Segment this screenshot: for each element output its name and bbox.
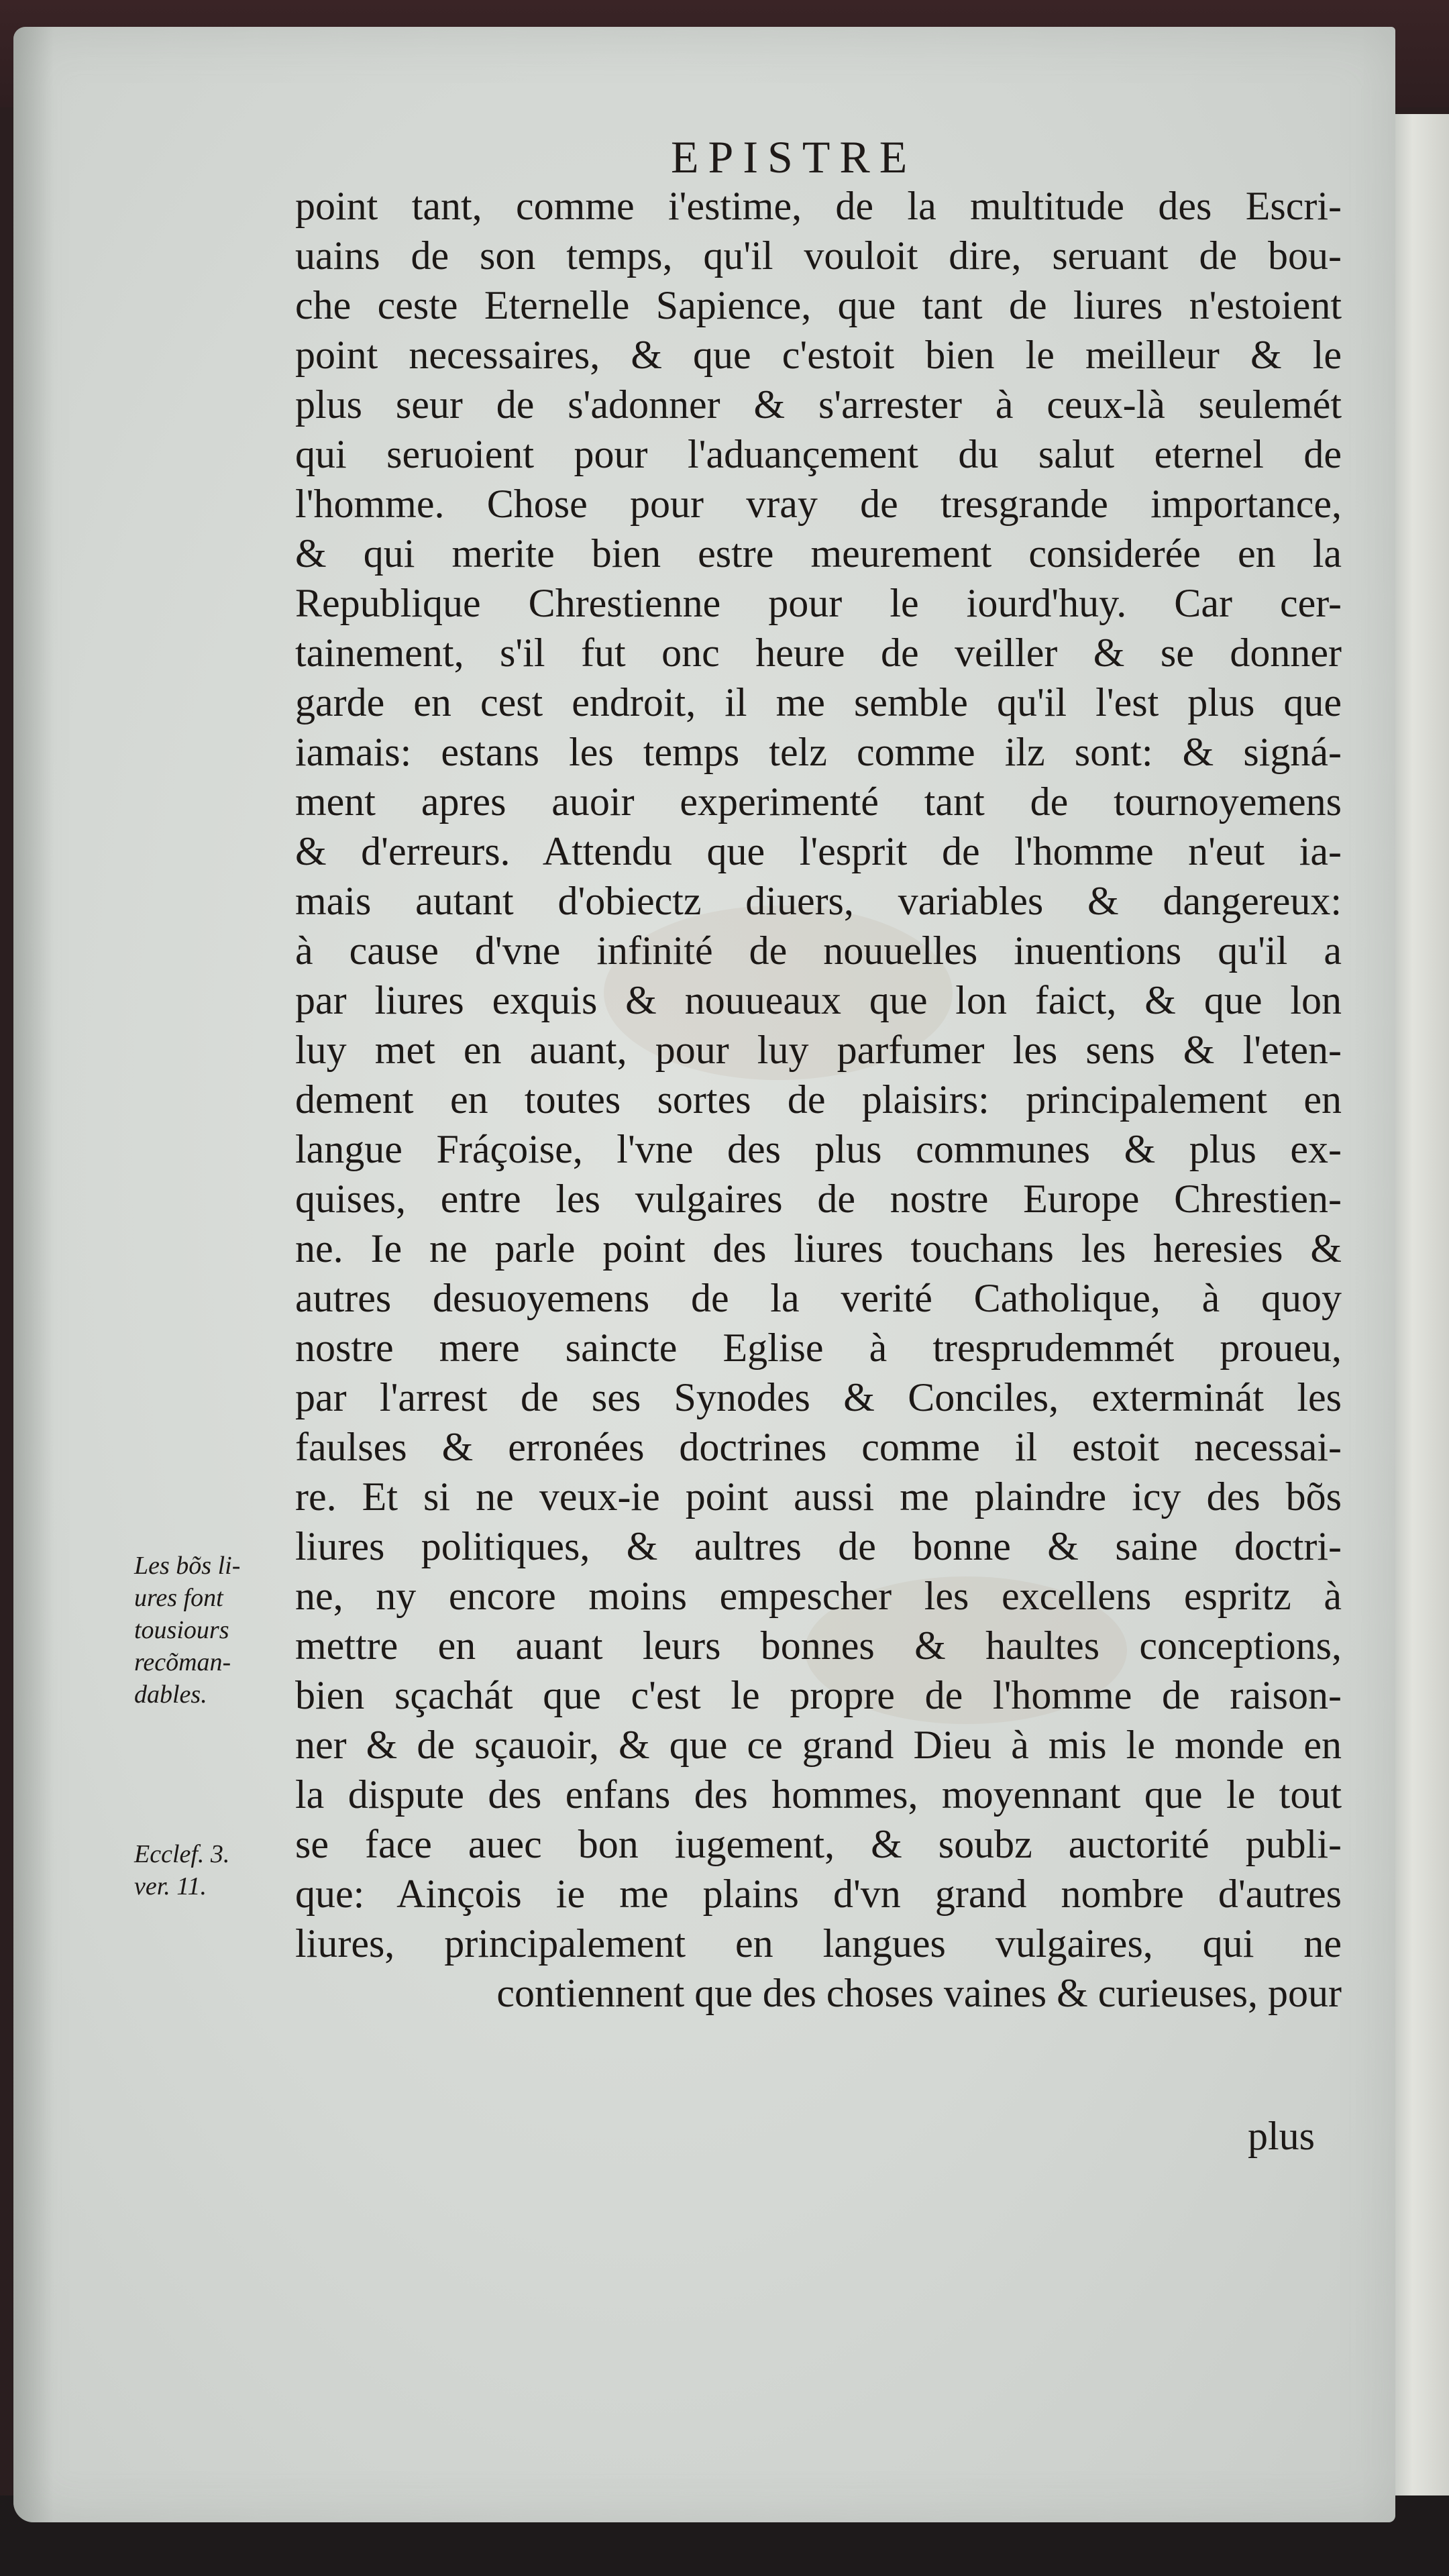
page-spine-shadow [13, 27, 54, 2522]
text-line: liures politiques, & aultres de bonne & saine doctri- [295, 1524, 1342, 1568]
text-line: ne, ny encore moins empescher les excellens espritz à [295, 1574, 1342, 1618]
text-line: la dispute des enfans des hommes, moyennant que le tout [295, 1772, 1342, 1817]
text-line: qui seruoient pour l'aduançement du salut eternel de [295, 432, 1342, 476]
text-line: contiennent que des choses vaines & curieuses, pour [496, 1971, 1342, 2015]
text-line: ment apres auoir experimenté tant de tournoyemens [295, 780, 1342, 824]
text-line: que: Ainçois ie me plains d'vn grand nombre d'autres [295, 1872, 1342, 1916]
text-line: quises, entre les vulgaires de nostre Europe Chrestien- [295, 1177, 1342, 1221]
text-line: liures, principalement en langues vulgaires, qui ne [295, 1921, 1342, 1966]
text-line: luy met en auant, pour luy parfumer les sens & l'eten- [295, 1028, 1342, 1072]
text-line: nostre mere saincte Eglise à tresprudemmét proueu, [295, 1326, 1342, 1370]
text-line: se face auec bon iugement, & soubz auctorité publi- [295, 1822, 1342, 1866]
text-line: garde en cest endroit, il me semble qu'il l'est plus que [295, 680, 1342, 724]
margin-note-reference [134, 1838, 288, 1902]
catchword: plus [1248, 2114, 1316, 2158]
text-line: tainement, s'il fut onc heure de veiller & se donner [295, 631, 1342, 675]
text-line: à cause d'vne infinité de nouuelles inuentions qu'il a [295, 928, 1342, 973]
text-line: par l'arrest de ses Synodes & Conciles, exterminát les [295, 1375, 1342, 1419]
text-line: langue Fráçoise, l'vne des plus communes & plus ex- [295, 1127, 1342, 1171]
text-line: plus seur de s'adonner & s'arrester à ceux-là seulemét [295, 382, 1342, 427]
margin-note-line: Ecclef. 3. [134, 1840, 230, 1868]
running-head: EPISTRE [671, 131, 917, 182]
text-line: faulses & erronées doctrines comme il estoit necessai- [295, 1425, 1342, 1469]
text-line: l'homme. Chose pour vray de tresgrande importance, [295, 482, 1342, 526]
margin-note-line: dables. [134, 1680, 207, 1709]
text-line: par liures exquis & nouueaux que lon faict, & que lon [295, 978, 1342, 1022]
text-line: che ceste Eternelle Sapience, que tant de liures n'estoient [295, 283, 1342, 327]
text-line: uains de son temps, qu'il vouloit dire, seruant de bou- [295, 233, 1342, 278]
body-text [295, 181, 1342, 2018]
text-line: iamais: estans les temps telz comme ilz sont: & signá- [295, 730, 1342, 774]
text-line: ner & de sçauoir, & que ce grand Dieu à mis le monde en [295, 1723, 1342, 1767]
text-line: autres desuoyemens de la verité Catholique, à quoy [295, 1276, 1342, 1320]
text-line: & qui merite bien estre meurement considerée en la [295, 531, 1342, 576]
margin-note-line: ures font [134, 1584, 223, 1612]
text-line: re. Et si ne veux-ie point aussi me plaindre icy des bõs [295, 1474, 1342, 1519]
margin-note-line: ver. 11. [134, 1872, 207, 1900]
text-line: mettre en auant leurs bonnes & haultes conceptions, [295, 1623, 1342, 1668]
text-line: dement en toutes sortes de plaisirs: principalement en [295, 1077, 1342, 1122]
margin-note-line: recõman- [134, 1648, 231, 1676]
text-line: ne. Ie ne parle point des liures touchans les heresies & [295, 1226, 1342, 1271]
text-line: Republique Chrestienne pour le iourd'huy. Car cer- [295, 581, 1342, 625]
text-line: point necessaires, & que c'estoit bien le meilleur & le [295, 333, 1342, 377]
margin-note-line: Les bõs li- [134, 1552, 241, 1580]
text-line: & d'erreurs. Attendu que l'esprit de l'homme n'eut ia- [295, 829, 1342, 873]
text-line: bien sçachát que c'est le propre de l'homme de raison- [295, 1673, 1342, 1717]
text-line: point tant, comme i'estime, de la multitude des Escri- [295, 184, 1342, 228]
margin-note-line: tousiours [134, 1616, 229, 1644]
margin-note-books [134, 1550, 288, 1711]
facing-page-edge [1387, 114, 1449, 2502]
text-line: mais autant d'obiectz diuers, variables & dangereux: [295, 879, 1342, 923]
